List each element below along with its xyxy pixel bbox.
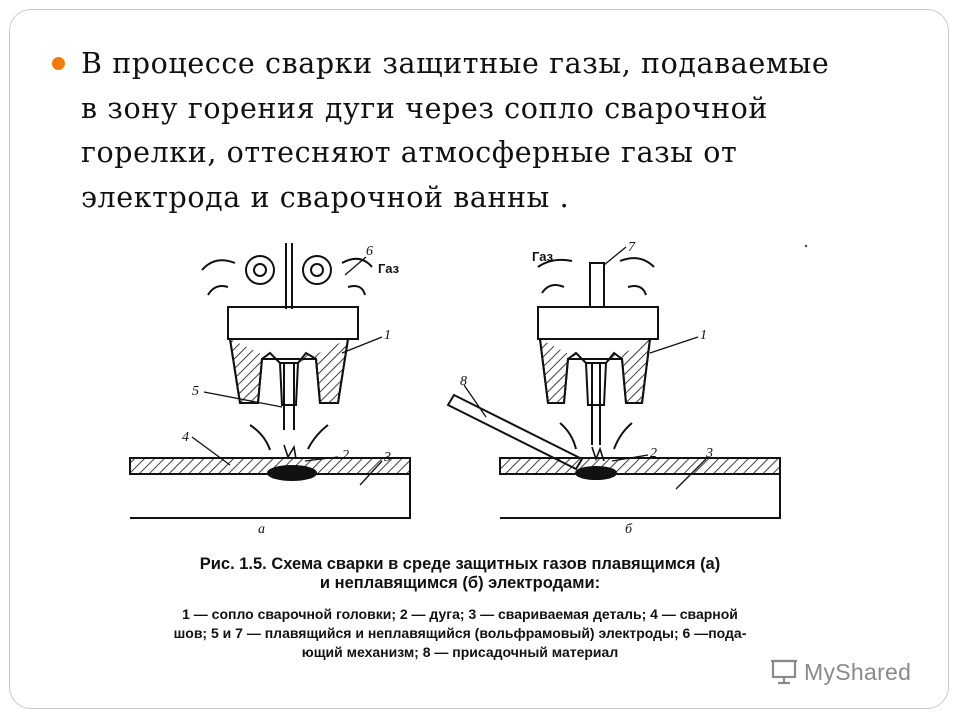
figure-caption	[110, 555, 810, 662]
caption-title-line1: Рис. 1.5. Схема сварки в среде защитных газов плавящимся (а)	[199, 555, 721, 573]
caption-title-line2: и неплавящимся (б) электродами:	[319, 574, 601, 592]
panel-b-diagram	[448, 247, 780, 518]
panel-a-diagram	[130, 243, 410, 518]
welding-diagram	[120, 235, 810, 555]
callout-b-1: 1	[700, 328, 707, 343]
gas-label-a: Газ	[378, 261, 400, 276]
callout-b-7: 7	[628, 240, 635, 255]
callout-b-8: 8	[460, 374, 467, 389]
feed-roller-left-icon	[246, 256, 274, 284]
panel-a-label: а	[258, 522, 265, 537]
stray-dot	[805, 245, 807, 247]
callout-a-2: 2	[342, 448, 349, 463]
caption-legend: 1 — сопло сварочной головки; 2 — дуга; 3 — свариваемая деталь; 4 — сварной шов; 5 и 7 — плавящийся и неплавящийся (вольфрамовый) электроды; 6 —пода- ющий механизм; 8 — присадочный материал	[173, 606, 747, 660]
callout-a-3: 3	[384, 450, 391, 465]
panel-b-label: б	[625, 522, 633, 537]
callout-a-5: 5	[192, 384, 199, 399]
callout-a-1: 1	[384, 328, 391, 343]
bullet-dot-icon	[52, 57, 65, 70]
callout-b-3: 3	[706, 446, 713, 461]
watermark-text: MyShared	[804, 658, 912, 685]
bullet-text: В процессе сварки защитные газы, подаваемые в зону горения дуги через сопло сварочной горелки, оттесняют атмосферные газы от электрода и сварочной ванны .	[81, 47, 830, 214]
caption-title	[110, 555, 810, 593]
callout-a-6: 6	[366, 244, 373, 259]
callout-a-4: 4	[182, 430, 189, 445]
bullet-point	[52, 42, 912, 220]
feed-roller-right-icon	[303, 256, 331, 284]
gas-label-b: Газ	[532, 249, 554, 264]
watermark	[770, 656, 911, 688]
projector-screen-icon	[770, 658, 798, 686]
callout-b-2: 2	[650, 446, 657, 461]
